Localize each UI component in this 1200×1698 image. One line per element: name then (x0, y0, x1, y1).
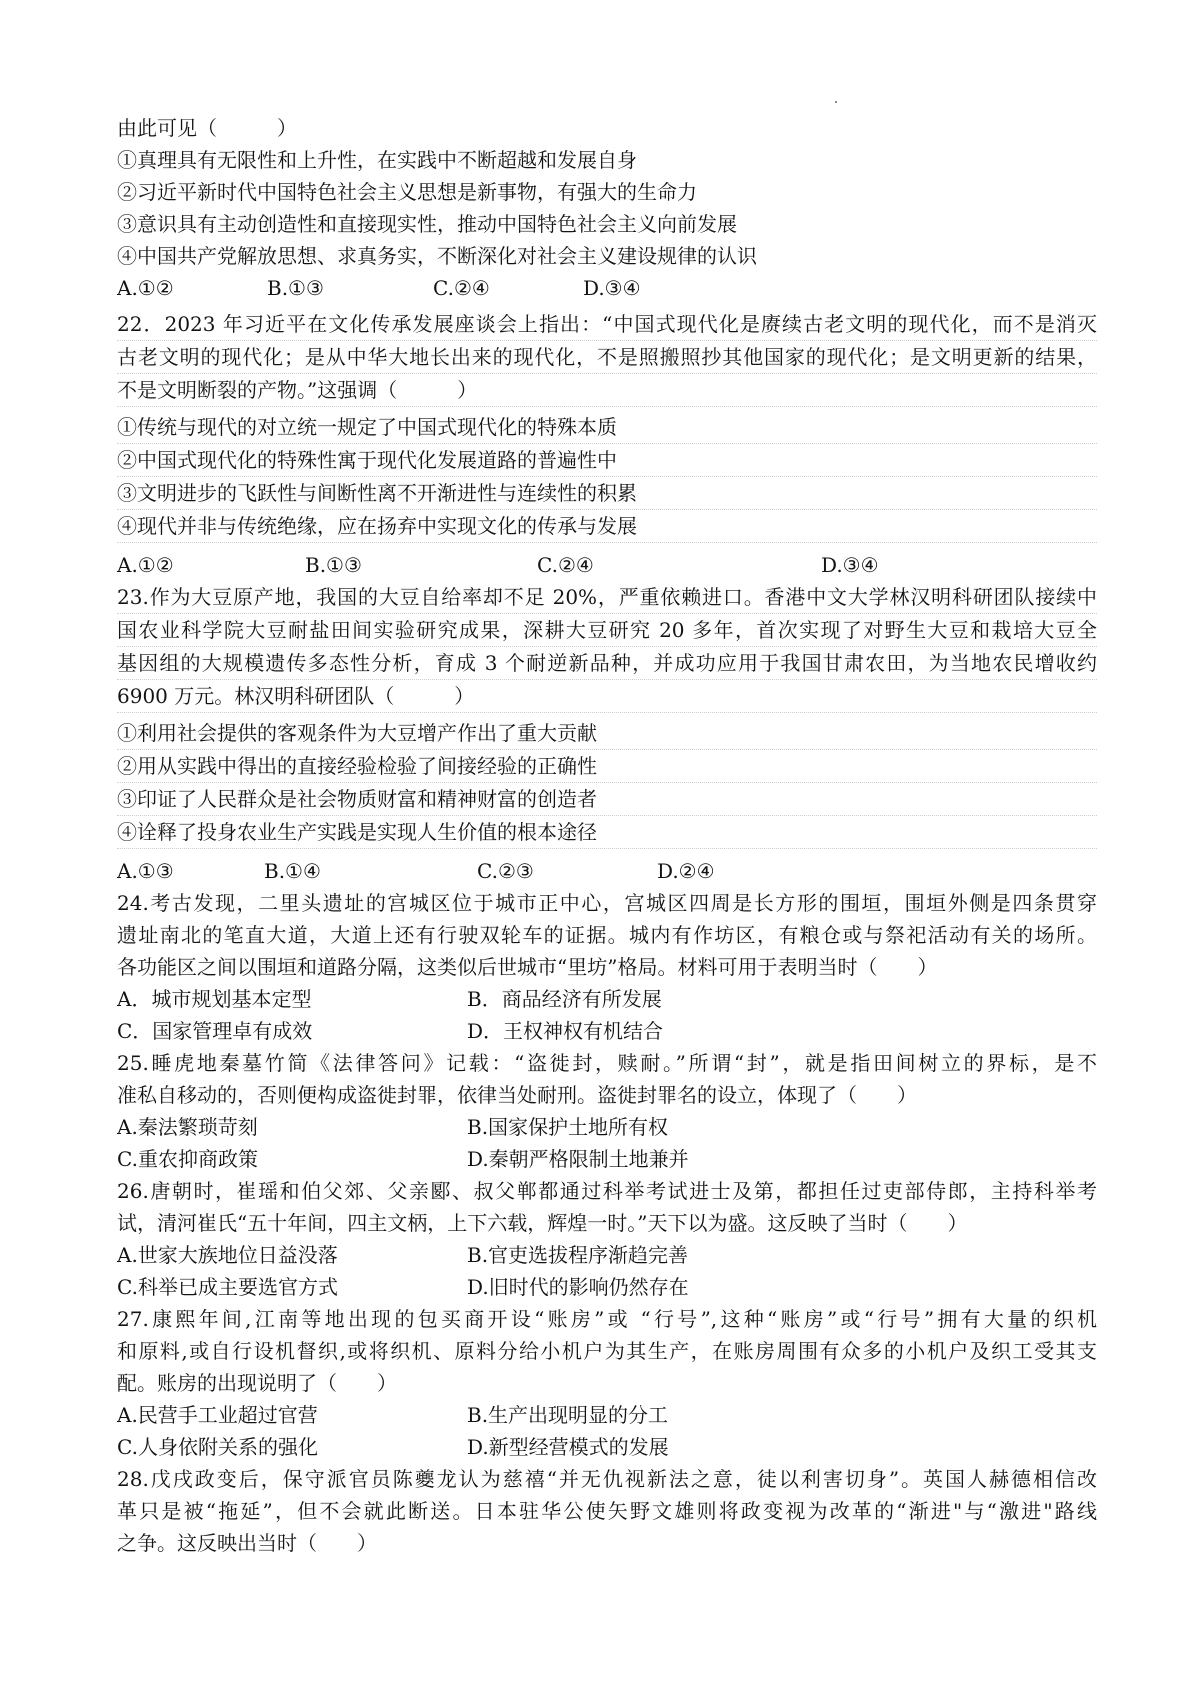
option-b[interactable]: B.生产出现明显的分工 (467, 1403, 669, 1427)
option-b[interactable]: B.①③ (305, 553, 362, 577)
option-b[interactable]: B．商品经济有所发展 (467, 987, 662, 1011)
question-25 (117, 1047, 1097, 1175)
question-26 (117, 1175, 1097, 1303)
option-d[interactable]: D.③④ (583, 276, 641, 300)
option-d[interactable]: D.②④ (657, 859, 715, 883)
question-stem-line: 和原料,或自行设机督织,或将织机、原料分给小机户为其生产，在账房周围有众多的小机户及织工受其支 (117, 1339, 1097, 1363)
question-stem-line: 基因组的大规模遗传多态性分析，育成 3 个耐逆新品种，并成功应用于我国甘肃农田，为当地农民增收约 (117, 647, 1097, 680)
option-b[interactable]: B.①④ (264, 859, 321, 883)
option-d[interactable]: D.旧时代的影响仍然存在 (467, 1275, 689, 1299)
exam-page (117, 112, 1097, 1559)
question-28 (117, 1463, 1097, 1559)
statement-3: ③文明进步的飞跃性与间断性离不开渐进性与连续性的积累 (117, 477, 1097, 510)
answer-options (117, 1111, 1097, 1175)
option-a[interactable]: A.世家大族地位日益没落 (117, 1243, 338, 1267)
statement-4: ④诠释了投身农业生产实践是实现人生价值的根本途径 (117, 816, 1097, 849)
question-stem-line: 23.作为大豆原产地，我国的大豆自给率却不足 20%，严重依赖进口。香港中文大学林汉明科研团队接续中 (117, 581, 1097, 614)
statement-1: ①真理具有无限性和上升性，在实践中不断超越和发展自身 (117, 148, 637, 172)
question-stem-line: 古老文明的现代化；是从中华大地长出来的现代化，不是照搬照抄其他国家的现代化；是文明更新的结果， (117, 341, 1097, 374)
option-c[interactable]: C.②③ (477, 859, 534, 883)
question-22 (117, 308, 1097, 581)
question-stem-line: 6900 万元。林汉明科研团队（ ） (117, 680, 1097, 713)
option-c[interactable]: C.②④ (433, 276, 490, 300)
question-stem-line: 不是文明断裂的产物。”这强调（ ） (117, 374, 1097, 407)
question-stem-line: 各功能区之间以围垣和道路分隔，这类似后世城市“里坊”格局。材料可用于表明当时（ ） (117, 955, 938, 979)
option-a[interactable]: A.①③ (117, 859, 174, 883)
statement-1: ①传统与现代的对立统一规定了中国式现代化的特殊本质 (117, 411, 1097, 444)
question-stem-line: 24.考古发现，二里头遗址的宫城区位于城市正中心，宫城区四周是长方形的围垣，围垣外侧是四条贯穿 (117, 891, 1097, 915)
option-c[interactable]: C.②④ (537, 553, 594, 577)
question-stem-line: 27.康熙年间,江南等地出现的包买商开设“账房”或 “行号”,这种“账房”或“行号”拥有大量的织机 (117, 1307, 1097, 1331)
statement-3: ③印证了人民群众是社会物质财富和精神财富的创造者 (117, 783, 1097, 816)
option-c[interactable]: C.人身依附关系的强化 (117, 1435, 318, 1459)
question-27 (117, 1303, 1097, 1463)
question-23 (117, 581, 1097, 887)
option-a[interactable]: A.秦法繁琐苛刻 (117, 1115, 258, 1139)
question-stem-line: 28.戊戌政变后，保守派官员陈夔龙认为慈禧“并无仇视新法之意，徒以利害切身”。英国人赫德相信改 (117, 1467, 1097, 1491)
option-a[interactable]: A.①② (117, 553, 174, 577)
statement-2: ②用从实践中得出的直接经验检验了间接经验的正确性 (117, 750, 1097, 783)
statement-4: ④中国共产党解放思想、求真务实，不断深化对社会主义建设规律的认识 (117, 244, 757, 268)
question-stem: 由此可见（ ） (117, 116, 297, 140)
option-c[interactable]: C.重农抑商政策 (117, 1147, 258, 1171)
question-stem-line: 22．2023 年习近平在文化传承发展座谈会上指出：“中国式现代化是赓续古老文明的现代化，而不是消灭 (117, 308, 1097, 341)
option-b[interactable]: B.①③ (267, 276, 324, 300)
question-stem-line: 试，清河崔氏“五十年间，四主文柄，上下六载，辉煌一时。”天下以为盛。这反映了当时（ ） (117, 1211, 968, 1235)
option-a[interactable]: A.民营手工业超过官营 (117, 1403, 318, 1427)
question-21 (117, 112, 1097, 304)
statement-4: ④现代并非与传统绝缘，应在扬弃中实现文化的传承与发展 (117, 510, 1097, 543)
statement-3: ③意识具有主动创造性和直接现实性，推动中国特色社会主义向前发展 (117, 212, 737, 236)
answer-options (117, 1399, 1097, 1463)
option-b[interactable]: B.官吏选拔程序渐趋完善 (467, 1243, 689, 1267)
question-stem-line: 配。账房的出现说明了（ ） (117, 1371, 397, 1395)
option-c[interactable]: C.科举已成主要选官方式 (117, 1275, 338, 1299)
question-stem-line: 遗址南北的笔直大道，大道上还有行驶双轮车的证据。城内有作坊区，有粮仓或与祭祀活动有关的场所。 (117, 923, 1097, 947)
question-stem-line: 26.唐朝时，崔瑶和伯父郊、父亲郾、叔父郸都通过科举考试进士及第，都担任过吏部侍郎，主持科举考 (117, 1179, 1097, 1203)
decorative-dot (835, 101, 837, 103)
answer-options (117, 1239, 1097, 1303)
option-d[interactable]: D.新型经营模式的发展 (467, 1435, 669, 1459)
statement-2: ②中国式现代化的特殊性寓于现代化发展道路的普遍性中 (117, 444, 1097, 477)
statement-1: ①利用社会提供的客观条件为大豆增产作出了重大贡献 (117, 717, 1097, 750)
option-d[interactable]: D.秦朝严格限制土地兼并 (467, 1147, 689, 1171)
question-stem-line: 之争。这反映出当时（ ） (117, 1531, 377, 1555)
question-stem-line: 革只是被“拖延”，但不会就此断送。日本驻华公使矢野文雄则将政变视为改革的“渐进"与“激进"路线 (117, 1499, 1097, 1523)
statement-2: ②习近平新时代中国特色社会主义思想是新事物，有强大的生命力 (117, 180, 697, 204)
option-a[interactable]: A.①② (117, 276, 174, 300)
option-d[interactable]: D.③④ (821, 553, 879, 577)
question-stem-line: 国农业科学院大豆耐盐田间实验研究成果，深耕大豆研究 20 多年，首次实现了对野生大豆和栽培大豆全 (117, 614, 1097, 647)
question-stem-line: 25.睡虎地秦墓竹简《法律答问》记载：“盗徙封，赎耐。”所谓“封”，就是指田间树立的界标，是不 (117, 1051, 1097, 1075)
option-d[interactable]: D．王权神权有机结合 (467, 1019, 664, 1043)
option-b[interactable]: B.国家保护土地所有权 (467, 1115, 669, 1139)
option-a[interactable]: A．城市规划基本定型 (117, 987, 312, 1011)
answer-options (117, 272, 1097, 304)
question-stem-line: 准私自移动的，否则便构成盗徙封罪，依律当处耐刑。盗徙封罪名的设立，体现了（ ） (117, 1083, 917, 1107)
answer-options (117, 983, 1097, 1047)
question-24 (117, 887, 1097, 1047)
answer-options (117, 549, 1097, 581)
answer-options (117, 855, 1097, 887)
option-c[interactable]: C．国家管理卓有成效 (117, 1019, 313, 1043)
